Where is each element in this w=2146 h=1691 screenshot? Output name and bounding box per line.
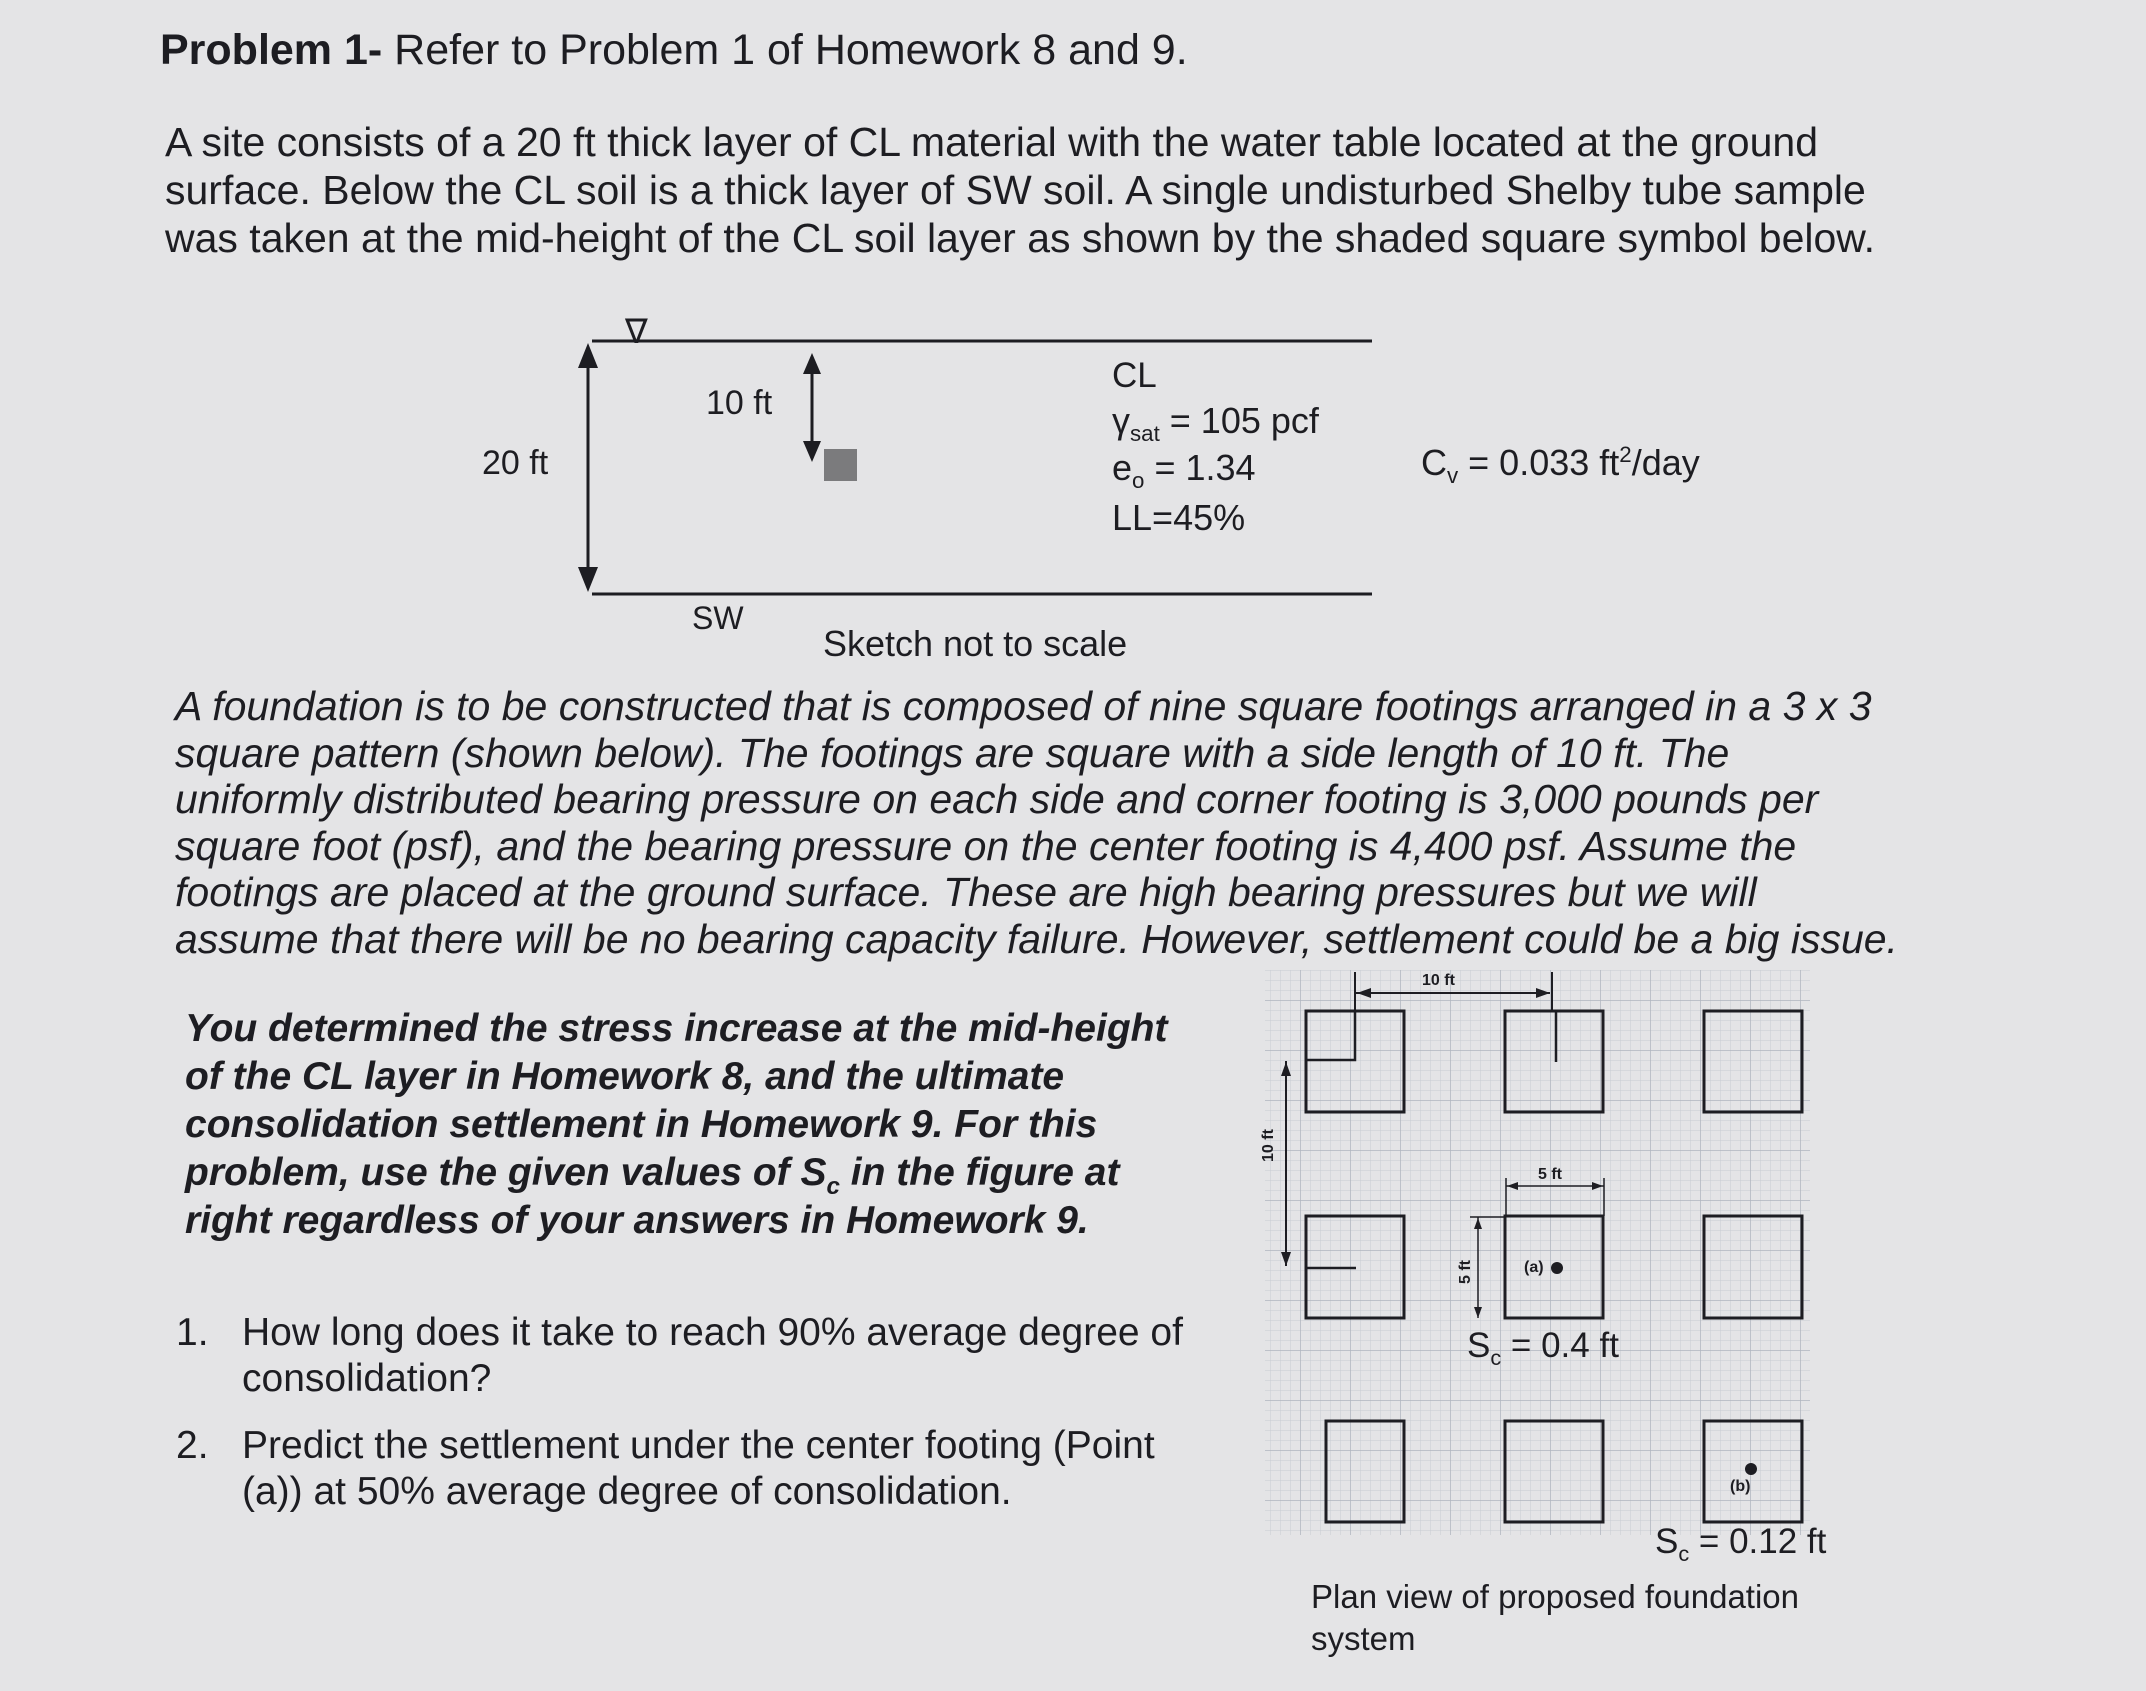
sketch-caption: Sketch not to scale (823, 623, 1128, 664)
problem-reference: Refer to Problem 1 of Homework 8 and 9. (382, 26, 1188, 74)
thickness-label: 20 ft (482, 444, 549, 482)
foundation-line-2: square pattern (shown below). The footings are square with a side length of 10 ft. The (175, 730, 1730, 776)
liquid-limit-parameter: LL=45% (1112, 497, 1246, 538)
point-b-label: (b) (1730, 1478, 1751, 1495)
cv-unit: /day (1631, 442, 1700, 483)
point-a-dot (1551, 1262, 1563, 1274)
water-table-symbol: ∇ (625, 313, 648, 351)
plan-grid-background (1265, 970, 1810, 1535)
settlement-corner-symbol: S (1655, 1522, 1679, 1561)
point-b-dot (1745, 1463, 1757, 1475)
sample-depth-label: 10 ft (706, 384, 773, 422)
cv-subscript: v (1447, 463, 1459, 489)
settlement-corner-value: = 0.12 ft (1689, 1522, 1827, 1561)
plan-caption-line-2: system (1311, 1620, 1416, 1657)
lower-layer-sw: SW (692, 600, 744, 636)
instruction-subscript: c (826, 1172, 840, 1200)
question-1-line-1: How long does it take to reach 90% average degree of (242, 1311, 1183, 1354)
question-2-number: 2. (176, 1424, 209, 1467)
intro-line-2: surface. Below the CL soil is a thick layer of SW soil. A single undisturbed Shelby tube sample (165, 167, 1866, 213)
foundation-line-5: footings are placed at the ground surface. These are high bearing pressures but we will (175, 869, 1757, 915)
foundation-line-1: A foundation is to be constructed that is composed of nine square footings arranged in a 3 x 3 (175, 683, 1872, 729)
cv-value: = 0.033 ft (1458, 442, 1620, 483)
void-ratio-value: = 1.34 (1144, 447, 1256, 488)
cv-symbol: C (1421, 442, 1447, 483)
settlement-corner-subscript: c (1678, 1541, 1690, 1566)
instruction-line-5: right regardless of your answers in Homework 9. (185, 1199, 1089, 1242)
gamma-symbol: γ (1112, 400, 1130, 441)
plan-dim-5ft-horizontal: 5 ft (1538, 1166, 1562, 1183)
plan-dim-top-label: 10 ft (1422, 972, 1455, 989)
intro-line-3: was taken at the mid-height of the CL soil layer as shown by the shaded square symbol below. (165, 215, 1876, 261)
question-1-line-2: consolidation? (242, 1357, 492, 1400)
gamma-value: = 105 pcf (1159, 400, 1319, 441)
gamma-subscript: sat (1130, 421, 1160, 447)
void-ratio-subscript: o (1132, 468, 1145, 494)
void-ratio-symbol: e (1112, 447, 1133, 488)
plan-dim-5ft-vertical: 5 ft (1457, 1260, 1474, 1284)
settlement-corner-label (1655, 1522, 1826, 1567)
instruction-line-1: You determined the stress increase at the mid-height (185, 1007, 1168, 1050)
instruction-line-4-b: in the figure at (839, 1151, 1120, 1194)
layer-name-cl: CL (1112, 356, 1157, 395)
plan-caption-line-1: Plan view of proposed foundation (1311, 1578, 1800, 1615)
instruction-line-3: consolidation settlement in Homework 9. For this (185, 1103, 1098, 1146)
question-2-line-1: Predict the settlement under the center footing (Point (242, 1424, 1155, 1467)
plan-dim-left-label: 10 ft (1260, 1129, 1277, 1162)
question-2-line-2: (a)) at 50% average degree of consolidation. (242, 1470, 1012, 1513)
problem-number: Problem 1- (160, 26, 383, 74)
question-1-number: 1. (176, 1311, 209, 1354)
cv-exponent: 2 (1619, 442, 1632, 467)
foundation-line-3: uniformly distributed bearing pressure on each side and corner footing is 3,000 pounds per (175, 776, 1819, 822)
settlement-center-symbol: S (1467, 1326, 1491, 1365)
intro-line-1: A site consists of a 20 ft thick layer of CL material with the water table located at the ground (165, 119, 1819, 165)
settlement-center-subscript: c (1490, 1345, 1502, 1370)
settlement-center-label (1467, 1326, 1619, 1371)
point-a-label: (a) (1524, 1259, 1544, 1276)
foundation-line-6: assume that there will be no bearing capacity failure. However, settlement could be a big issue. (175, 916, 1898, 962)
settlement-center-value: = 0.4 ft (1501, 1326, 1619, 1365)
instruction-line-4-a: problem, use the given values of S (185, 1151, 827, 1194)
instruction-line-2: of the CL layer in Homework 8, and the ultimate (185, 1055, 1065, 1098)
foundation-line-4: square foot (psf), and the bearing pressure on the center footing is 4,400 psf. Assume the (175, 823, 1797, 869)
